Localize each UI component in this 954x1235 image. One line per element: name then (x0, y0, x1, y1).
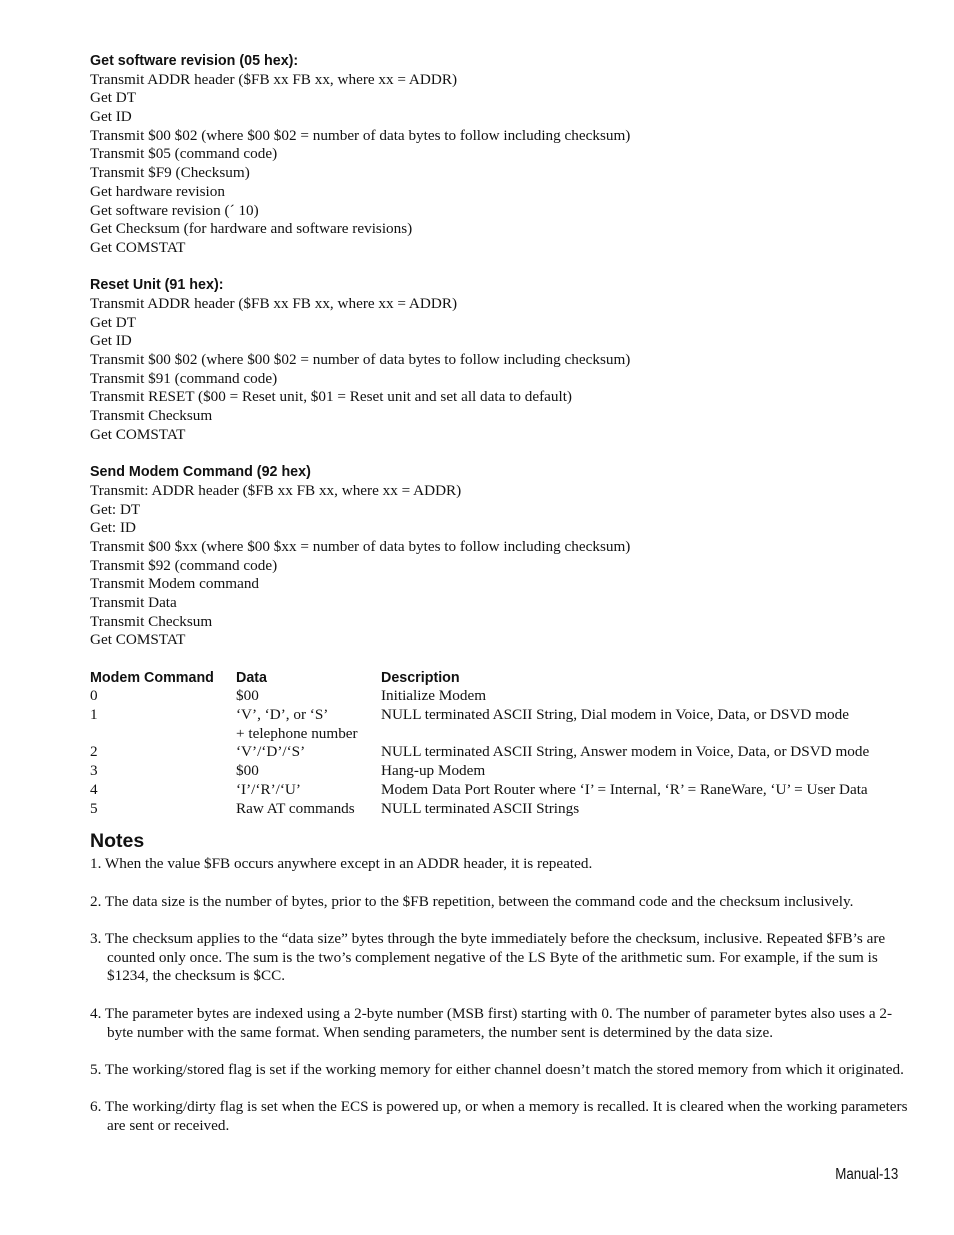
text-line: Get ID (90, 332, 132, 350)
table-row (90, 687, 910, 706)
table-cell-data: Raw AT commands (236, 799, 355, 817)
column-header-description: Description (381, 669, 460, 686)
table-cell-data: $00 (236, 687, 259, 705)
table-cell-description: Hang-up Modem (381, 762, 486, 780)
note-item: 2. The data size is the number of bytes, prior to the $FB repetition, between the command code and the checksum inclusively. (90, 892, 854, 910)
text-line: Transmit $00 $xx (where $00 $xx = number of data bytes to follow including checksum) (90, 537, 631, 555)
section-heading: Send Modem Command (92 hex) (90, 464, 311, 481)
text-line: Transmit: ADDR header ($FB xx FB xx, where xx = ADDR) (90, 481, 462, 499)
text-line: Transmit Checksum (90, 407, 213, 425)
table-header-row (90, 669, 910, 688)
table-row (90, 706, 910, 743)
text-line: Get DT (90, 89, 136, 107)
column-header-data: Data (236, 669, 267, 686)
text-line: Get Checksum (for hardware and software revisions) (90, 220, 413, 238)
text-line: Get hardware revision (90, 182, 225, 200)
table-row (90, 800, 910, 819)
text-line: Transmit $00 $02 (where $00 $02 = number of data bytes to follow including checksum) (90, 351, 631, 368)
text-line: Get COMSTAT (90, 238, 186, 256)
table-cell-command: 0 (90, 687, 98, 705)
text-line: Get: ID (90, 519, 136, 537)
table-cell-description: NULL terminated ASCII String, Answer modem in Voice, Data, or DSVD mode (381, 743, 870, 761)
document-page (90, 52, 910, 1154)
text-line: Transmit RESET ($00 = Reset unit, $01 = Reset unit and set all data to default) (90, 388, 572, 406)
table-cell-command: 4 (90, 780, 98, 798)
table-cell-description: Initialize Modem (381, 687, 487, 705)
text-line: Transmit $00 $02 (where $00 $02 = number of data bytes to follow including checksum) (90, 126, 631, 144)
note-item: 6. The working/dirty flag is set when the ECS is powered up, or when a memory is recalled. It is cleared when the working parameters are sent or received. (90, 1098, 908, 1135)
text-line: Get software revision (´ 10) (90, 201, 259, 219)
text-line: Get COMSTAT (90, 631, 186, 649)
notes-title: Notes (90, 830, 145, 853)
table-cell-description: NULL terminated ASCII Strings (381, 799, 580, 817)
text-line: Transmit Data (90, 593, 177, 611)
column-header-modem-command: Modem Command (90, 669, 214, 686)
modem-command-table (90, 669, 910, 819)
table-cell-command: 3 (90, 762, 98, 780)
table-cell-data: $00 (236, 762, 259, 780)
section-send-modem-command (90, 463, 910, 650)
text-line: Transmit $05 (command code) (90, 145, 278, 163)
text-line: Transmit ADDR header ($FB xx FB xx, where xx = ADDR) (90, 294, 458, 312)
section-reset-unit (90, 276, 910, 444)
table-cell-command: 5 (90, 799, 98, 817)
table-cell-data: ‘V’/‘D’/‘S’ (236, 743, 306, 761)
table-row (90, 781, 910, 800)
text-line: Transmit ADDR header ($FB xx FB xx, where xx = ADDR) (90, 70, 458, 88)
notes-section (90, 828, 910, 1135)
table-cell-command: 2 (90, 743, 98, 761)
table-cell-command: 1 (90, 706, 98, 724)
page-number: Manual-13 (835, 1166, 898, 1183)
text-line: Get: DT (90, 500, 141, 518)
table-row (90, 762, 910, 781)
section-heading: Get software revision (05 hex): (90, 53, 299, 69)
section-heading: Reset Unit (91 hex): (90, 277, 224, 294)
text-line: Transmit $92 (command code) (90, 556, 278, 574)
section-get-software-revision (90, 52, 910, 258)
table-cell-data: ‘I’/‘R’/‘U’ (236, 780, 301, 798)
text-line: Transmit Modem command (90, 575, 260, 593)
note-item: 1. When the value $FB occurs anywhere except in an ADDR header, it is repeated. (90, 855, 593, 873)
note-item: 4. The parameter bytes are indexed using a 2-byte number (MSB first) starting with 0. The number of parameter bytes also uses a 2-byte number with the same format. When sending parameters, the number sent is determined by the data size. (90, 1004, 893, 1041)
table-cell-description: Modem Data Port Router where ‘I’ = Internal, ‘R’ = RaneWare, ‘U’ = User Data (381, 780, 868, 798)
text-line: Transmit Checksum (90, 612, 213, 630)
text-line: Transmit $91 (command code) (90, 369, 278, 387)
note-item: 5. The working/stored flag is set if the working memory for either channel doesn’t match the stored memory from which it originated. (90, 1060, 904, 1078)
table-cell-data: ‘V’, ‘D’, or ‘S’ + telephone number (236, 706, 358, 742)
text-line: Get DT (90, 313, 136, 331)
text-line: Transmit $F9 (Checksum) (90, 164, 250, 182)
table-row (90, 743, 910, 762)
note-item: 3. The checksum applies to the “data size” bytes through the byte immediately before the checksum, inclusive. Repeated $FB’s are counted only once. The sum is the two’s complement negative of the LS Byte of the arithmetic sum. For example, if the sum is $1234, the checksum is $CC. (90, 930, 886, 985)
text-line: Get COMSTAT (90, 425, 186, 443)
table-cell-description: NULL terminated ASCII String, Dial modem in Voice, Data, or DSVD mode (381, 706, 849, 724)
text-line: Get ID (90, 108, 132, 126)
